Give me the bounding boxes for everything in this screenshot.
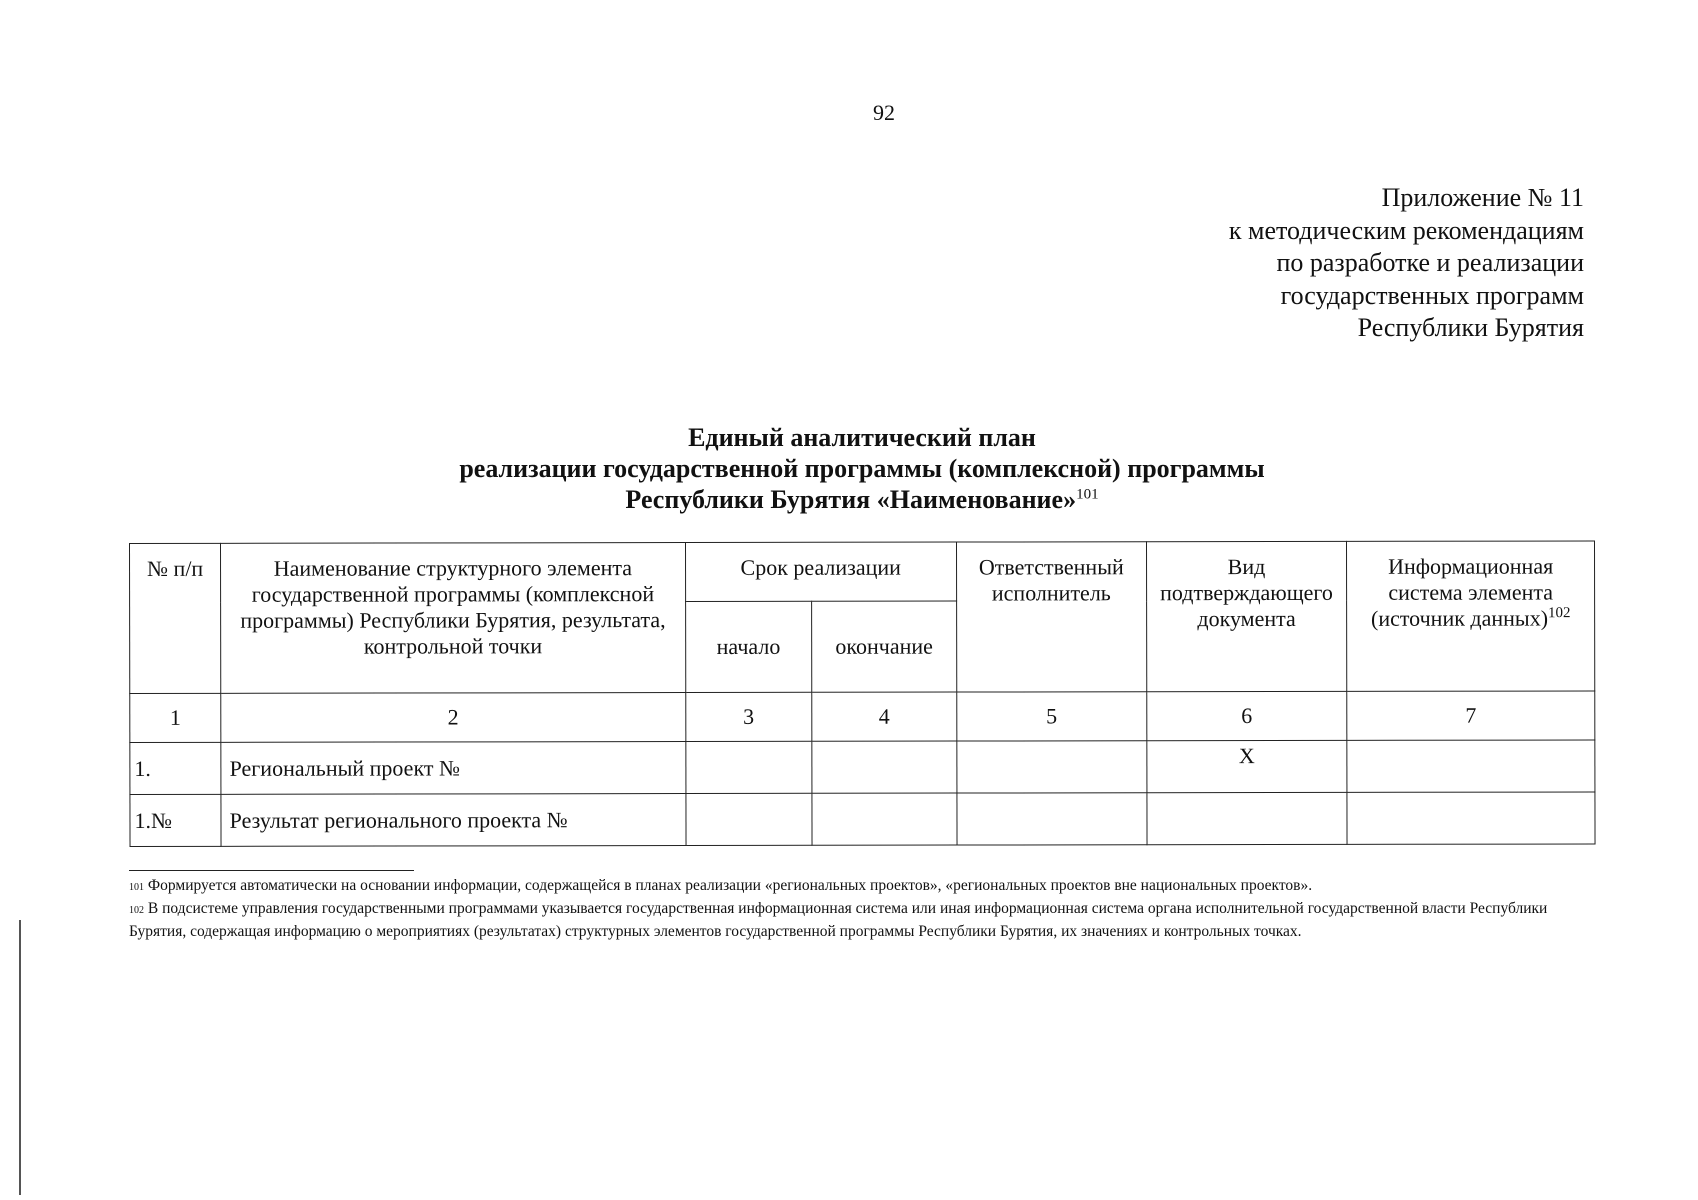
title-line: Единый аналитический план [688,423,1036,452]
scan-edge-line [19,920,21,1195]
footnote-mark: 101 [129,882,144,893]
footnotes [129,875,1579,942]
header-end: окончание [812,601,957,692]
appendix-line: Приложение № 11 [1381,183,1584,212]
title-line-text: Республики Бурятия «Наименование» [625,485,1077,514]
title-line [0,484,1698,515]
footnote-ref: 101 [1076,486,1099,503]
row-end [812,741,957,793]
column-number-row [130,691,1595,743]
appendix-line: по разработке и реализации [1276,248,1584,277]
row-name: Результат регионального проекта № [221,794,685,847]
row-doc-type: Х [1147,740,1348,792]
footnote-separator [129,870,414,871]
footnote-text: В подсистеме управления государственными программами указывается государственная информационная система или иная информационная система органа исполнительной государственной власти Республики Бурятия, содержащая информацию о мероприятиях (результатах) структурных элементов государственной программы Республики Бурятия, их значениях и контрольных точках. [129,900,1548,940]
title-line: реализации государственной программы (комплексной) программы [459,454,1265,483]
row-responsible [957,741,1147,793]
page-number: 92 [873,100,895,125]
header-start: начало [685,601,812,692]
column-number: 7 [1347,691,1595,740]
header-num: № п/п [130,543,221,693]
header-info-system-text: Информационная система элемента (источник данных) [1370,553,1554,631]
row-num: 1.№ [130,794,221,846]
row-responsible [957,793,1147,845]
appendix-line: государственных программ [1280,280,1584,310]
column-number: 1 [130,693,221,742]
row-info-system [1347,740,1595,792]
table-row [130,792,1595,847]
appendix-line: к методическим рекомендациям [1228,215,1584,245]
footnote-ref: 102 [1547,605,1571,622]
column-number: 6 [1146,691,1347,740]
footnote-text: Формируется автоматически на основании информации, содержащейся в планах реализации «региональных проектов», «региональных проектов вне национальных проектов». [147,877,1313,894]
column-number: 4 [812,692,957,741]
header-term: Срок реализации [685,542,956,601]
footnote-mark: 102 [129,905,144,916]
header-responsible: Ответственный исполнитель [956,542,1146,692]
appendix-reference [1229,182,1584,345]
row-name: Региональный проект № [221,742,685,795]
column-number: 3 [685,692,812,741]
document-title [0,422,1698,515]
table-row [130,740,1595,795]
header-element-name: Наименование структурного элемента государственной программы (комплексной программы) Республики Бурятия, результата, контрольной точки [221,543,686,694]
appendix-line: Республики Бурятия [1357,313,1584,342]
footnote [129,898,1579,942]
row-start [685,741,812,793]
table-header-row [130,541,1595,603]
row-doc-type [1147,792,1348,844]
footnote [129,875,1579,898]
analytic-plan-table [129,540,1596,847]
header-info-system [1347,541,1595,691]
header-doc-type: Вид подтверждающего документа [1146,541,1347,691]
row-end [812,793,957,845]
column-number: 2 [221,693,685,743]
row-info-system [1347,792,1595,844]
row-num: 1. [130,742,221,794]
column-number: 5 [957,692,1147,741]
row-start [685,793,812,845]
